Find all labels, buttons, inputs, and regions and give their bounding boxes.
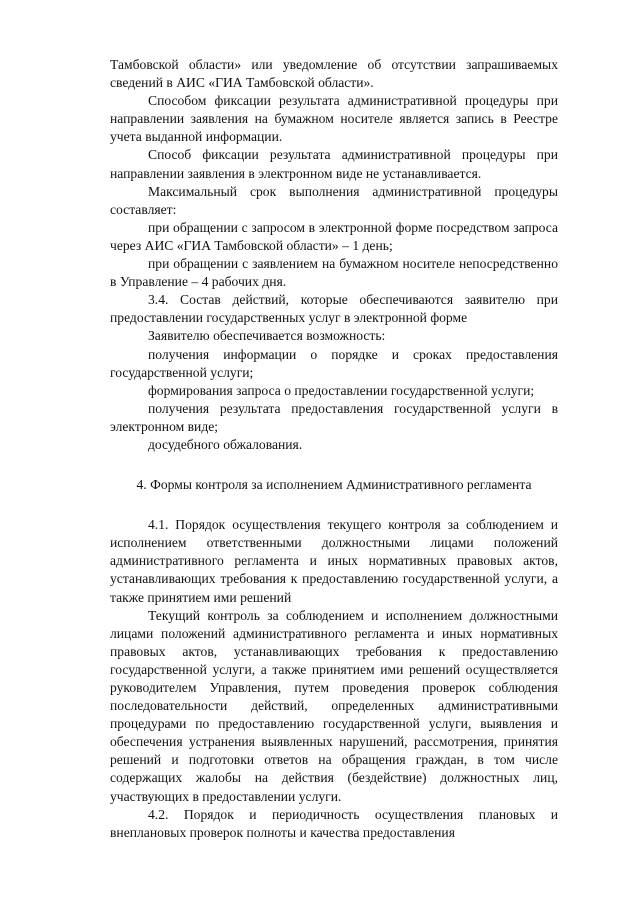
document-body xyxy=(110,56,558,842)
paragraph: 4.1. Порядок осуществления текущего контроля за соблюдением и исполнением ответственными должностными лицами положений административного регламента и иных нормативных правовых актов, устанавливающих требования к предоставлению государственной услуги, а также принятием ими решений xyxy=(110,517,558,605)
paragraph: получения результата предоставления государственной услуги в электронном виде; xyxy=(110,400,558,434)
section-heading: 4. Формы контроля за исполнением Административного регламента xyxy=(136,477,532,493)
paragraph: Способом фиксации результата административной процедуры при направлении заявления на бумажном носителе является запись в Реестре учета выданной информации. xyxy=(110,93,558,145)
paragraph: 4.2. Порядок и периодичность осуществления плановых и внеплановых проверок полноты и качества предоставления xyxy=(110,806,558,840)
paragraph: 3.4. Состав действий, которые обеспечиваются заявителю при предоставлении государственных услуг в электронной форме xyxy=(110,292,558,326)
paragraph: Максимальный срок выполнения административной процедуры составляет: xyxy=(110,183,558,217)
paragraph: получения информации о порядке и сроках предоставления государственной услуги; xyxy=(110,346,558,380)
paragraph: формирования запроса о предоставлении государственной услуги; xyxy=(148,382,535,398)
paragraph: досудебного обжалования. xyxy=(148,436,303,452)
paragraph: Способ фиксации результата административной процедуры при направлении заявления в электронном виде не устанавливается. xyxy=(110,147,558,181)
paragraph: Текущий контроль за соблюдением и исполнением должностными лицами положений административного регламента и иных нормативных правовых актов, устанавливающих требования к предоставлению государственной услуги, а также принятием ими решений осуществляется руководителем Управления, путем проведения проверок соблюдения последовательности действий, определенных административными процедурами по предоставлению государственной услуги, выявления и обеспечения устранения выявленных нарушений, рассмотрения, принятия решений и подготовки ответов на обращения граждан, в том числе содержащих жалобы на действия (бездействие) должностных лиц, участвующих в предоставлении услуги. xyxy=(110,607,558,804)
paragraph: при обращении с запросом в электронной форме посредством запроса через АИС «ГИА Тамбовской области» – 1 день; xyxy=(110,219,558,253)
paragraph: Заявителю обеспечивается возможность: xyxy=(148,328,386,344)
paragraph: Тамбовской области» или уведомление об отсутствии запрашиваемых сведений в АИС «ГИА Тамбовской области». xyxy=(110,57,558,91)
paragraph: при обращении с заявлением на бумажном носителе непосредственно в Управление – 4 рабочих дня. xyxy=(110,256,558,290)
